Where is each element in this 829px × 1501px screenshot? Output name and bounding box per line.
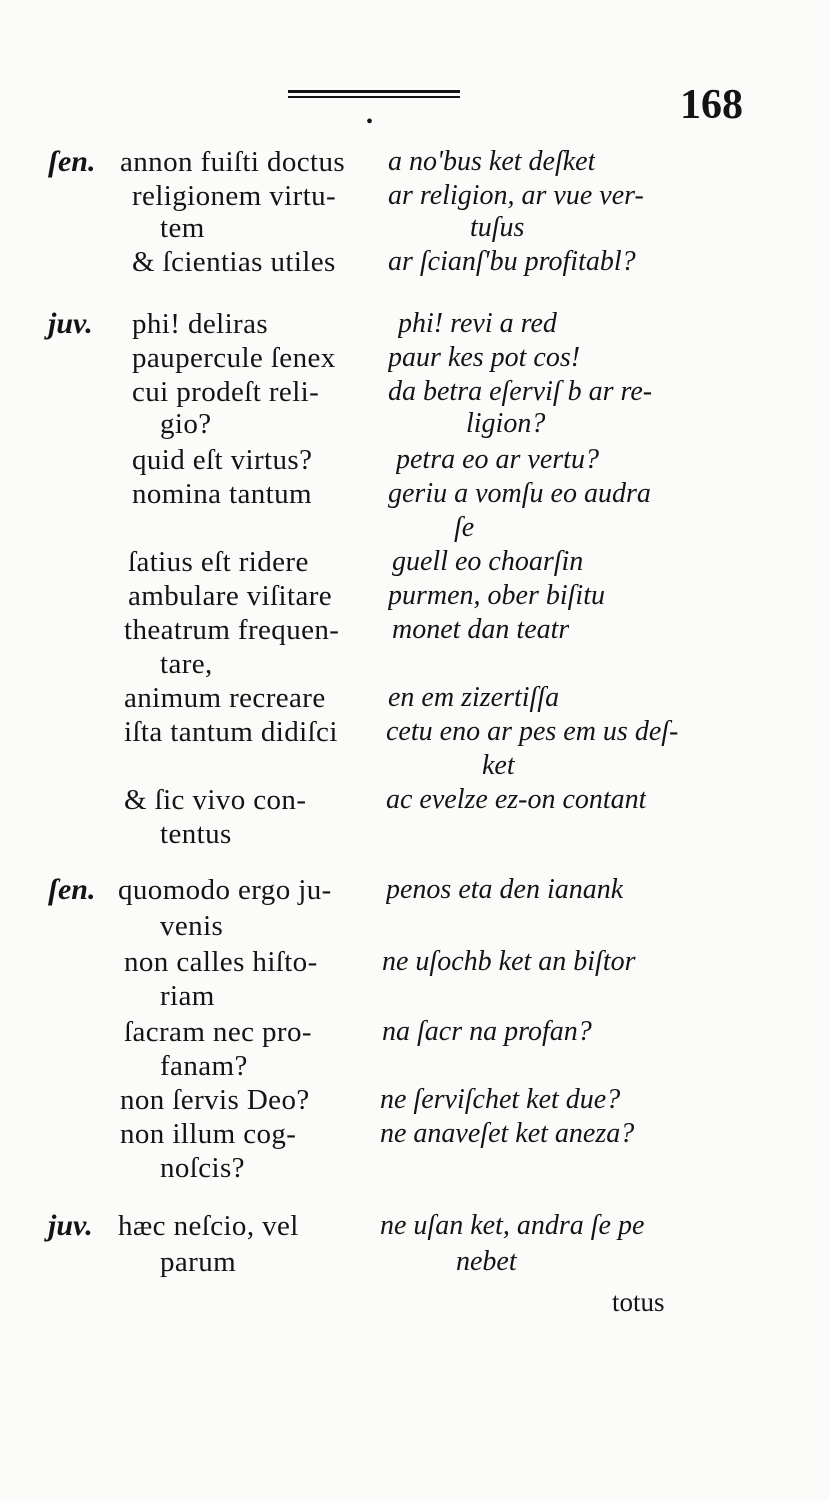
breton-line: a no'bus ket deſket: [388, 146, 596, 177]
breton-line: nebet: [456, 1246, 517, 1277]
latin-line: noſcis?: [160, 1152, 245, 1184]
latin-line: riam: [160, 980, 215, 1012]
latin-line: non calles hiſto-: [124, 946, 318, 978]
latin-line: quomodo ergo ju-: [118, 874, 332, 906]
latin-line: venis: [160, 910, 224, 942]
latin-line: paupercule ſenex: [132, 342, 336, 374]
breton-line: ar ſcianſ'bu profitabl?: [388, 246, 636, 277]
catchword: totus: [612, 1287, 665, 1317]
latin-line: phi! deliras: [132, 308, 269, 340]
breton-line: ne uſochb ket an biſtor: [382, 946, 636, 977]
breton-line: na ſacr na profan?: [382, 1016, 592, 1047]
breton-line: purmen, ober biſitu: [388, 580, 605, 611]
breton-line: ne uſan ket, andra ſe pe: [380, 1210, 645, 1241]
breton-line: guell eo choarſin: [392, 546, 584, 577]
breton-line: penos eta den ianank: [386, 874, 624, 905]
speaker-label: juv.: [48, 307, 93, 340]
breton-line: ne ſerviſchet ket due?: [380, 1084, 621, 1115]
latin-line: & ſcientias utiles: [132, 246, 336, 278]
latin-line: annon fuiſti doctus: [120, 146, 346, 178]
latin-line: religionem virtu-: [132, 180, 337, 212]
latin-line: fanam?: [160, 1050, 248, 1082]
breton-line: ar religion, ar vue ver-: [388, 180, 644, 211]
breton-line: cetu eno ar pes em us deſ-: [386, 716, 679, 747]
latin-line: gio?: [160, 408, 212, 440]
latin-line: ſatius eſt ridere: [128, 546, 309, 578]
speaker-label: ſen.: [48, 873, 96, 906]
breton-line: ket: [482, 750, 515, 781]
latin-line: non ſervis Deo?: [120, 1084, 310, 1116]
latin-line: & ſic vivo con-: [124, 784, 307, 816]
latin-line: ſacram nec pro-: [124, 1016, 312, 1048]
breton-line: ac evelze ez-on contant: [386, 784, 647, 815]
latin-line: quid eſt virtus?: [132, 444, 313, 476]
breton-line: phi! revi a red: [398, 308, 557, 339]
breton-line: paur kes pot cos!: [388, 342, 581, 373]
speaker-label: juv.: [48, 1209, 93, 1242]
breton-line: monet dan teatr: [392, 614, 570, 645]
breton-line: ne anaveſet ket aneza?: [380, 1118, 635, 1149]
breton-line: geriu a vomſu eo audra: [388, 478, 651, 509]
latin-line: tentus: [160, 818, 232, 850]
latin-line: cui prodeſt reli-: [132, 376, 320, 408]
page-number: 168: [680, 82, 743, 128]
breton-line: petra eo ar vertu?: [396, 444, 599, 475]
header-rule-bottom: [288, 96, 460, 98]
latin-line: non illum cog-: [120, 1118, 297, 1150]
latin-line: tem: [160, 212, 205, 244]
breton-line: da betra eſerviſ b ar re-: [388, 376, 653, 407]
latin-line: ambulare viſitare: [128, 580, 333, 612]
latin-line: theatrum frequen-: [124, 614, 340, 646]
header-ornament-dot: •: [366, 111, 374, 133]
breton-line: ſe: [454, 512, 475, 543]
speaker-label: ſen.: [48, 145, 96, 178]
latin-line: animum recreare: [124, 682, 326, 714]
breton-line: ligion?: [466, 408, 546, 439]
latin-line: nomina tantum: [132, 478, 312, 510]
latin-line: iſta tantum didiſci: [124, 716, 338, 748]
header-rule-top: [288, 90, 460, 93]
latin-line: parum: [160, 1246, 237, 1278]
latin-line: hæc neſcio, vel: [118, 1210, 299, 1242]
breton-line: tuſus: [470, 212, 525, 243]
header-double-rule: [288, 90, 460, 100]
latin-line: tare,: [160, 648, 213, 680]
breton-line: en em zizertiſſa: [388, 682, 560, 713]
